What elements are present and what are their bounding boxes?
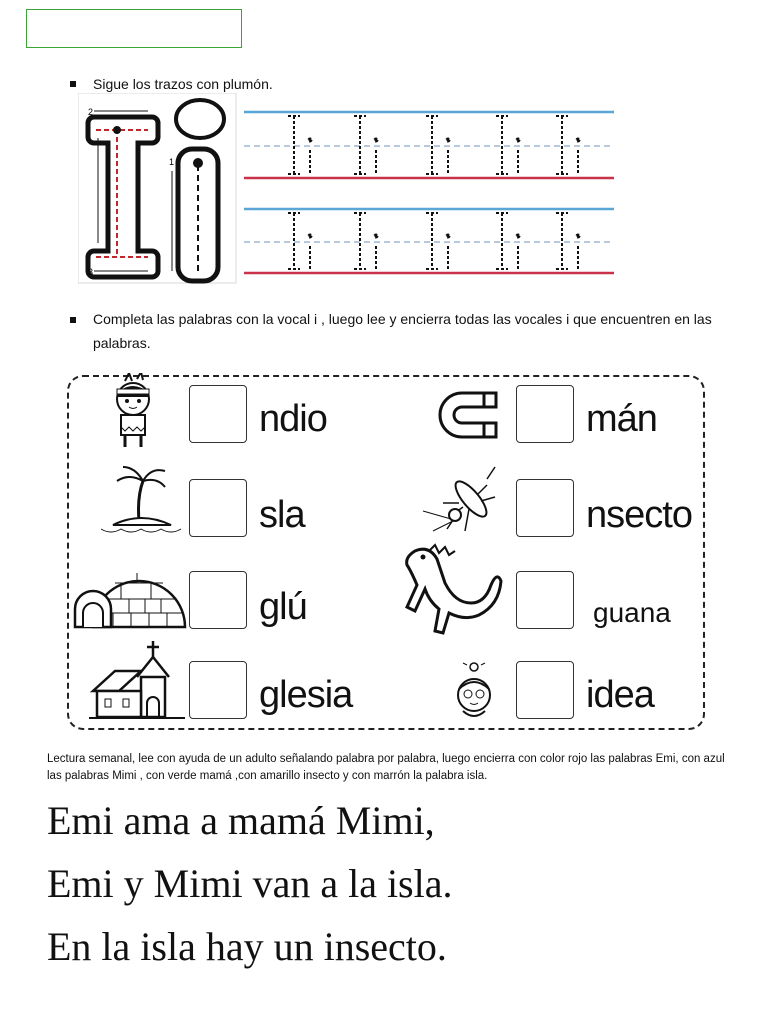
instruction-complete — [93, 307, 713, 355]
reading-line-3: En la isla hay un insecto. — [47, 924, 447, 969]
insect-icon — [419, 463, 509, 539]
word-fragment: glú — [259, 586, 307, 628]
dotted-letter-pair — [496, 116, 520, 174]
reading-instruction: Lectura semanal, lee con ayuda de un adulto señalando palabra por palabra, luego encierra con color rojo las palabras Emi, con azul las palabras Mimi , con verde mamá ,con amarillo insecto y con marrón la palabra isla. — [47, 753, 725, 782]
svg-text:2: 2 — [88, 107, 94, 117]
word-fragment: glesia — [259, 674, 353, 716]
guide-lines-row-2 — [244, 209, 614, 273]
letter-box[interactable] — [189, 571, 247, 629]
letter-box[interactable] — [516, 571, 574, 629]
bullet-icon — [70, 317, 76, 323]
idea-person-icon — [449, 661, 499, 725]
letter-box[interactable] — [516, 479, 574, 537]
dotted-letter-pair — [288, 116, 312, 174]
indian-child-icon — [105, 373, 165, 453]
word-fragment: guana — [593, 597, 671, 628]
instruction-trace — [93, 74, 273, 94]
reading-line-2: Emi y Mimi van a la isla. — [47, 861, 453, 906]
svg-text:3: 3 — [88, 267, 94, 277]
word-fragment: mán — [586, 398, 657, 440]
church-icon — [89, 639, 189, 723]
bullet-icon — [70, 81, 76, 87]
svg-text:1: 1 — [169, 157, 175, 167]
reading-line-1: Emi ama a mamá Mimi, — [47, 798, 435, 843]
word-fragment: sla — [259, 494, 305, 536]
dotted-letter-pair — [288, 213, 312, 269]
letter-box[interactable] — [189, 385, 247, 443]
dotted-letter-pair — [496, 213, 520, 269]
igloo-icon — [71, 561, 191, 631]
letter-box[interactable] — [189, 479, 247, 537]
dotted-letter-pair — [426, 213, 450, 269]
instruction-trace-text: Sigue los trazos con plumón. — [93, 76, 273, 92]
lowercase-i-model-icon — [169, 100, 224, 281]
letter-box[interactable] — [516, 661, 574, 719]
instruction-complete-text: Completa las palabras con la vocal i , luego lee y encierra todas las vocales i que encuentren en las palabras. — [93, 311, 712, 351]
dotted-letter-pair — [426, 116, 450, 174]
dotted-letter-pair — [354, 213, 378, 269]
name-box[interactable] — [26, 9, 242, 48]
island-icon — [99, 463, 183, 539]
word-fragment: nsecto — [586, 494, 692, 536]
dotted-letter-pair — [556, 116, 580, 174]
word-completion-panel — [67, 375, 705, 730]
letter-box[interactable] — [516, 385, 574, 443]
tracing-area — [78, 93, 618, 285]
iguana-icon — [405, 543, 505, 643]
dotted-letter-pair — [354, 116, 378, 174]
magnet-icon — [424, 373, 504, 453]
dotted-letter-pair — [556, 213, 580, 269]
letter-box[interactable] — [189, 661, 247, 719]
word-fragment: idea — [586, 674, 654, 716]
guide-lines-row-1 — [244, 112, 614, 178]
word-fragment: ndio — [259, 398, 327, 440]
